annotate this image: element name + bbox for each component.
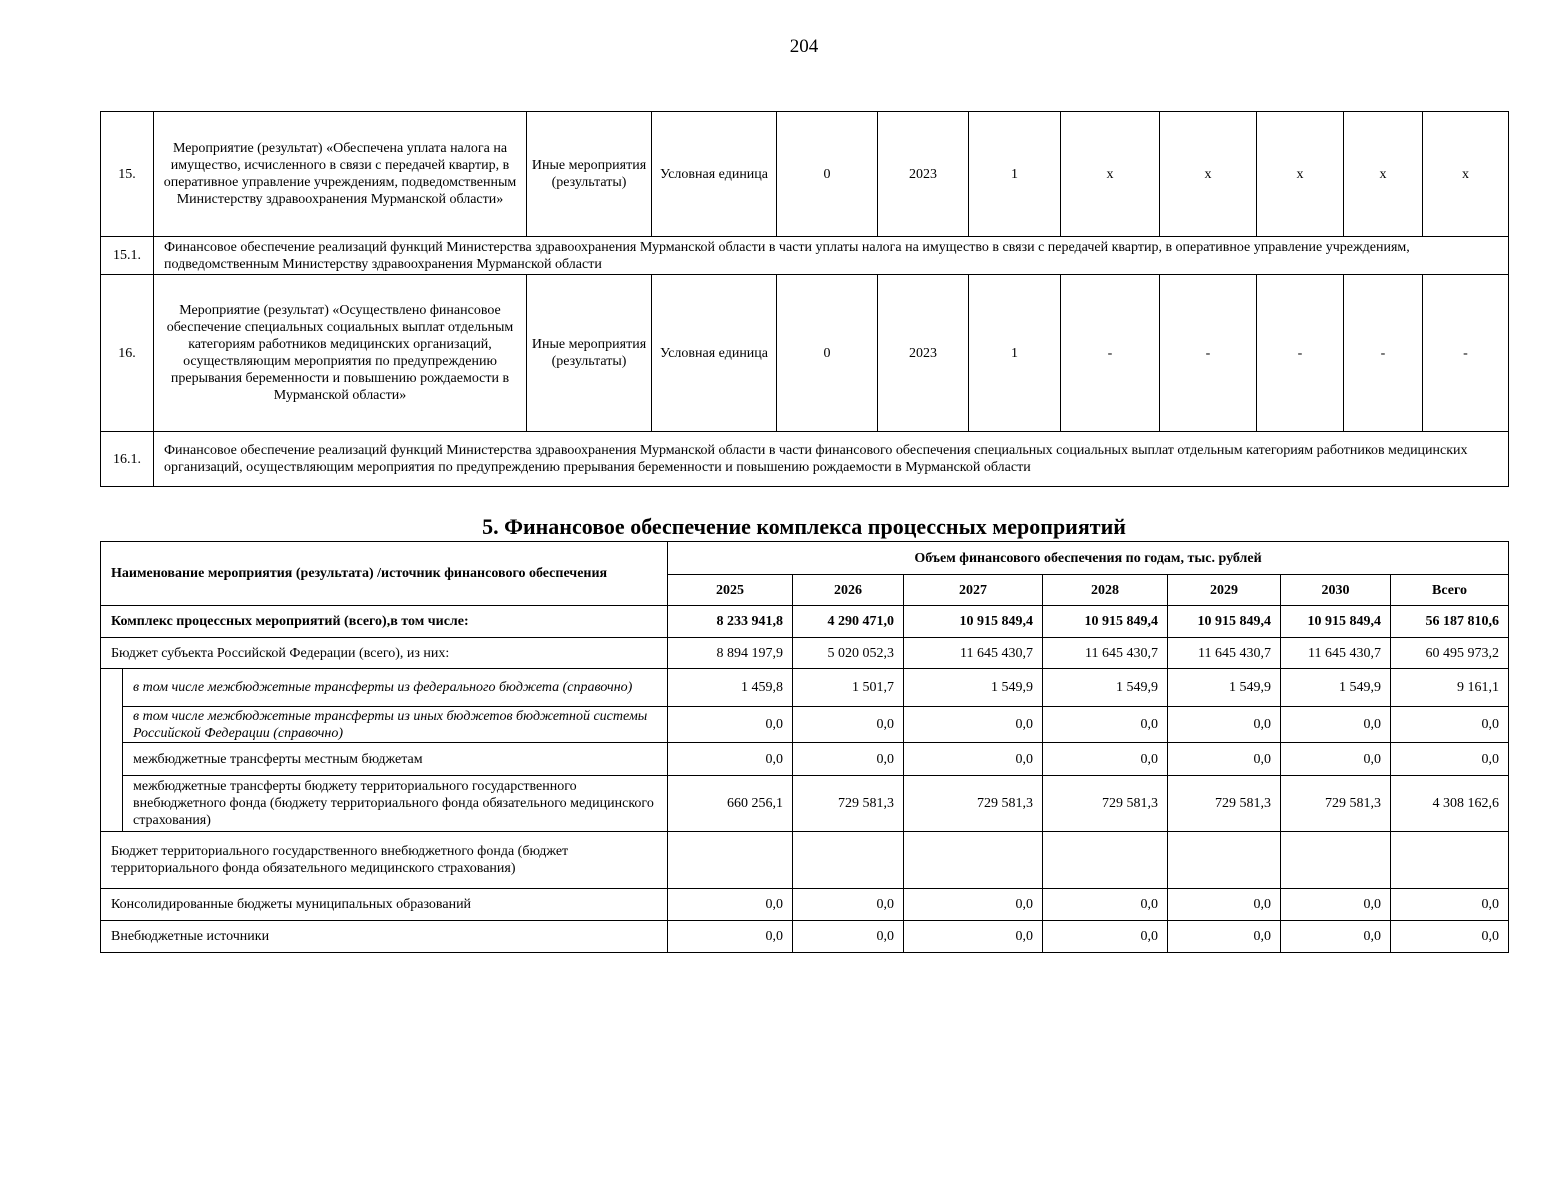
table-row: [101, 707, 1509, 743]
header-year: 2026: [793, 575, 904, 606]
value-cell: 0,0: [793, 707, 904, 743]
row-name: в том числе межбюджетные трансферты из федерального бюджета (справочно): [123, 669, 668, 707]
row-number: 15.: [101, 112, 154, 237]
sub-item-description: Финансовое обеспечение реализаций функций Министерства здравоохранения Мурманской области в части финансового обеспечения специальных социальных выплат отдельным категориям работников медицинских организаций, осуществляющим мероприятия по предупреждению прерывания беременности и повышению рождаемости в Мурманской области: [154, 432, 1509, 487]
value-cell: 0,0: [1391, 743, 1509, 776]
row-name: Бюджет субъекта Российской Федерации (всего), из них:: [101, 638, 668, 669]
header-year: 2028: [1043, 575, 1168, 606]
value-cell: 1 549,9: [904, 669, 1043, 707]
value-cell: 0,0: [1043, 921, 1168, 953]
value-cell: 0,0: [793, 921, 904, 953]
value-cell: 56 187 810,6: [1391, 606, 1509, 638]
row-name: Комплекс процессных мероприятий (всего),в том числе:: [101, 606, 668, 638]
value-cell: 1 459,8: [668, 669, 793, 707]
value-cell: x: [1423, 112, 1509, 237]
value-cell: 11 645 430,7: [1043, 638, 1168, 669]
value-cell: 0,0: [1168, 707, 1281, 743]
value-cell: 0,0: [1281, 743, 1391, 776]
table-row: [101, 275, 1509, 432]
header-group: Объем финансового обеспечения по годам, тыс. рублей: [668, 542, 1509, 575]
row-name: межбюджетные трансферты местным бюджетам: [123, 743, 668, 776]
value-cell: 0,0: [793, 889, 904, 921]
financing-table: [100, 541, 1509, 953]
value-cell: 1: [969, 112, 1061, 237]
value-cell: 0,0: [668, 921, 793, 953]
unit-of-measure: Условная единица: [652, 112, 777, 237]
value-cell: 4 308 162,6: [1391, 776, 1509, 832]
header-year: 2027: [904, 575, 1043, 606]
value-cell: [1391, 832, 1509, 889]
table-row: [101, 832, 1509, 889]
result-kind: Иные мероприятия (результаты): [527, 112, 652, 237]
value-cell: 0,0: [1168, 921, 1281, 953]
value-cell: 11 645 430,7: [904, 638, 1043, 669]
base-value: 0: [777, 275, 878, 432]
row-name: Консолидированные бюджеты муниципальных образований: [101, 889, 668, 921]
value-cell: 1: [969, 275, 1061, 432]
value-cell: 729 581,3: [1043, 776, 1168, 832]
value-cell: -: [1344, 275, 1423, 432]
value-cell: 729 581,3: [904, 776, 1043, 832]
value-cell: 0,0: [1281, 707, 1391, 743]
result-name: Мероприятие (результат) «Осуществлено финансовое обеспечение специальных социальных выплат отдельным категориям работников медицинских организаций, осуществляющим мероприятия по предупреждению прерывания беременности и повышению рождаемости в Мурманской области»: [154, 275, 527, 432]
sub-item-description: Финансовое обеспечение реализаций функций Министерства здравоохранения Мурманской области в части уплаты налога на имущество в связи с передачей квартир, в оперативное управление учреждениям, подведомственным Министерству здравоохранения Мурманской области: [154, 237, 1509, 275]
header-year: 2030: [1281, 575, 1391, 606]
value-cell: 729 581,3: [1168, 776, 1281, 832]
value-cell: 0,0: [1043, 889, 1168, 921]
table-row: [101, 606, 1509, 638]
value-cell: 11 645 430,7: [1281, 638, 1391, 669]
header-total: Всего: [1391, 575, 1509, 606]
table-row: [101, 432, 1509, 487]
unit-of-measure: Условная единица: [652, 275, 777, 432]
table-row: [101, 638, 1509, 669]
row-name: Бюджет территориального государственного внебюджетного фонда (бюджет территориального фонда обязательного медицинского страхования): [101, 832, 668, 889]
value-cell: 0,0: [904, 889, 1043, 921]
value-cell: 9 161,1: [1391, 669, 1509, 707]
value-cell: 0,0: [904, 921, 1043, 953]
row-name: в том числе межбюджетные трансферты из иных бюджетов бюджетной системы Российской Федерации (справочно): [123, 707, 668, 743]
value-cell: [904, 832, 1043, 889]
value-cell: 8 894 197,9: [668, 638, 793, 669]
header-name: Наименование мероприятия (результата) /источник финансового обеспечения: [101, 542, 668, 606]
table-row: [101, 669, 1509, 707]
value-cell: x: [1257, 112, 1344, 237]
result-name: Мероприятие (результат) «Обеспечена уплата налога на имущество, исчисленного в связи с передачей квартир, в оперативное управление учреждениям, подведомственным Министерству здравоохранения Мурманской области»: [154, 112, 527, 237]
value-cell: -: [1061, 275, 1160, 432]
value-cell: 660 256,1: [668, 776, 793, 832]
value-cell: x: [1160, 112, 1257, 237]
value-cell: 10 915 849,4: [1043, 606, 1168, 638]
base-value: 0: [777, 112, 878, 237]
row-number: 15.1.: [101, 237, 154, 275]
table-row: [101, 776, 1509, 832]
table-row: [101, 921, 1509, 953]
value-cell: 729 581,3: [793, 776, 904, 832]
value-cell: 1 549,9: [1168, 669, 1281, 707]
value-cell: 0,0: [1281, 921, 1391, 953]
value-cell: 4 290 471,0: [793, 606, 904, 638]
value-cell: 11 645 430,7: [1168, 638, 1281, 669]
value-cell: 0,0: [904, 707, 1043, 743]
value-cell: 0,0: [668, 743, 793, 776]
value-cell: [668, 832, 793, 889]
value-cell: 5 020 052,3: [793, 638, 904, 669]
value-cell: 0,0: [1043, 707, 1168, 743]
table-row: [101, 889, 1509, 921]
base-year: 2023: [878, 275, 969, 432]
value-cell: 0,0: [904, 743, 1043, 776]
page-number: 204: [789, 36, 819, 57]
base-year: 2023: [878, 112, 969, 237]
section-title: 5. Финансовое обеспечение комплекса процессных мероприятий: [482, 514, 1126, 539]
value-cell: 60 495 973,2: [1391, 638, 1509, 669]
value-cell: 729 581,3: [1281, 776, 1391, 832]
results-table: [100, 111, 1509, 487]
value-cell: [1043, 832, 1168, 889]
table-row: [101, 743, 1509, 776]
value-cell: 1 549,9: [1043, 669, 1168, 707]
table-row: [101, 237, 1509, 275]
value-cell: 1 501,7: [793, 669, 904, 707]
value-cell: -: [1160, 275, 1257, 432]
row-name: Внебюджетные источники: [101, 921, 668, 953]
value-cell: 0,0: [668, 889, 793, 921]
value-cell: 0,0: [1043, 743, 1168, 776]
table-row: [101, 112, 1509, 237]
value-cell: -: [1423, 275, 1509, 432]
value-cell: 10 915 849,4: [1281, 606, 1391, 638]
value-cell: x: [1061, 112, 1160, 237]
header-year: 2025: [668, 575, 793, 606]
value-cell: 0,0: [1391, 889, 1509, 921]
value-cell: 0,0: [1168, 889, 1281, 921]
value-cell: 1 549,9: [1281, 669, 1391, 707]
value-cell: [1281, 832, 1391, 889]
value-cell: 10 915 849,4: [1168, 606, 1281, 638]
result-kind: Иные мероприятия (результаты): [527, 275, 652, 432]
row-number: 16.: [101, 275, 154, 432]
value-cell: 0,0: [1391, 921, 1509, 953]
header-year: 2029: [1168, 575, 1281, 606]
value-cell: 8 233 941,8: [668, 606, 793, 638]
value-cell: 0,0: [1168, 743, 1281, 776]
value-cell: x: [1344, 112, 1423, 237]
value-cell: 0,0: [1281, 889, 1391, 921]
indent-cell: [101, 669, 123, 832]
value-cell: 10 915 849,4: [904, 606, 1043, 638]
value-cell: [793, 832, 904, 889]
value-cell: 0,0: [793, 743, 904, 776]
value-cell: 0,0: [1391, 707, 1509, 743]
row-name: межбюджетные трансферты бюджету территориального государственного внебюджетного фонда (бюджету территориального фонда обязательного медицинского страхования): [123, 776, 668, 832]
value-cell: 0,0: [668, 707, 793, 743]
value-cell: -: [1257, 275, 1344, 432]
row-number: 16.1.: [101, 432, 154, 487]
value-cell: [1168, 832, 1281, 889]
